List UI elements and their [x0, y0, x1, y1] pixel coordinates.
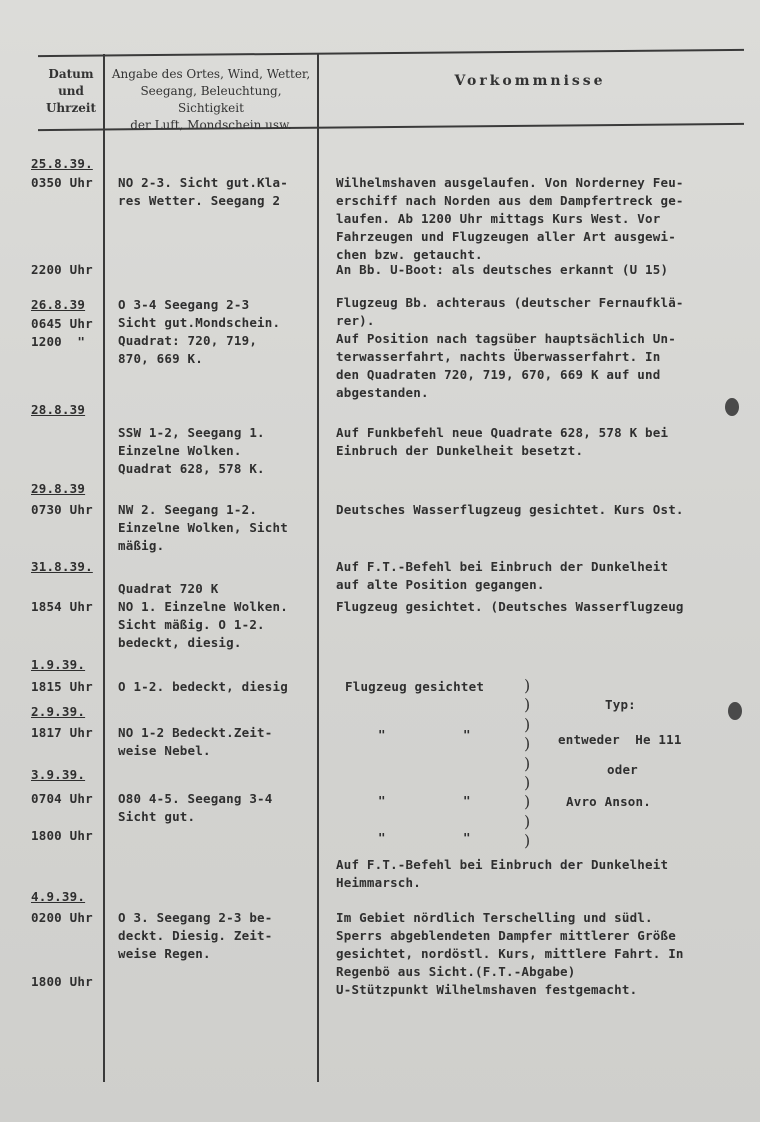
entry-time: 0645 Uhr	[31, 316, 93, 331]
entry-date: 29.8.39	[31, 481, 86, 496]
entry-date: 4.9.39.	[31, 889, 86, 904]
header-place-col: Angabe des Ortes, Wind, Wetter, Seegang, Beleuchtung, Sichtigkeit der Luft, Mondschein usw.	[111, 67, 311, 132]
header-events-col: Vorkommnisse	[454, 73, 606, 89]
aircraft-type-line2: oder	[607, 762, 638, 777]
entry-place: Quadrat 720 K NO 1. Einzelne Wolken. Sicht mäßig. O 1-2. bedeckt, diesig.	[118, 581, 288, 650]
entry-place: NO 1-2 Bedeckt.Zeit- weise Nebel.	[118, 725, 273, 758]
entry-time: 1817 Uhr	[31, 725, 93, 740]
entry-time: 1800 Uhr	[31, 828, 93, 843]
entry-place: O80 4-5. Seegang 3-4 Sicht gut.	[118, 791, 273, 824]
entry-events: An Bb. U-Boot: als deutsches erkannt (U 15)	[336, 262, 669, 277]
aircraft-type-label: Typ:	[605, 697, 636, 712]
entry-time: 1815 Uhr	[31, 679, 93, 694]
entry-date: 31.8.39.	[31, 559, 93, 574]
entry-events: Flugzeug Bb. achteraus (deutscher Fernaufklä- rer). Auf Position nach tagsüber hauptsächlich Un- terwasserfahrt, nachts Überwasserfahrt. In den Quadraten 720, 719, 670, 669 K auf und abgestanden.	[336, 295, 684, 400]
aircraft-type-line3: Avro Anson.	[566, 794, 651, 809]
entry-time: 2200 Uhr	[31, 262, 93, 277]
entry-time: 0350 Uhr	[31, 175, 93, 190]
entry-date: 28.8.39	[31, 402, 86, 417]
entry-place: O 3-4 Seegang 2-3 Sicht gut.Mondschein. Quadrat: 720, 719, 870, 669 K.	[118, 297, 281, 366]
entry-events: Flugzeug gesichtet. (Deutsches Wasserflugzeug	[336, 599, 684, 614]
entry-events: Wilhelmshaven ausgelaufen. Von Norderney Feu- erschiff nach Norden aus dem Dampfertreck ge- laufen. Ab 1200 Uhr mittags Kurs West. Vor Fahrzeugen und Flugzeugen aller Art ausgewi- chen bzw. getaucht.	[336, 175, 684, 262]
col-divider-2	[317, 54, 319, 1082]
entry-place: SSW 1-2, Seegang 1. Einzelne Wolken. Quadrat 628, 578 K.	[118, 425, 265, 476]
entry-date: 2.9.39.	[31, 704, 86, 719]
entry-events: Flugzeug gesichtet	[345, 679, 485, 694]
entry-events: Im Gebiet nördlich Terschelling und südl. Sperrs abgeblendeten Dampfer mittlerer Größe gesichtet, nordöstl. Kurs, mittlere Fahrt. In Regenbö aus Sicht.(F.T.-Abgabe) U-Stützpunkt Wilhelmshaven festgemacht.	[336, 910, 684, 997]
ink-blot	[725, 398, 739, 416]
entry-place: NW 2. Seegang 1-2. Einzelne Wolken, Sicht mäßig.	[118, 502, 288, 553]
entry-time: 1800 Uhr	[31, 974, 93, 989]
entry-events: Auf Funkbefehl neue Quadrate 628, 578 K bei Einbruch der Dunkelheit besetzt.	[336, 425, 669, 458]
entry-time: 0704 Uhr	[31, 791, 93, 806]
entry-events: Auf F.T.-Befehl bei Einbruch der Dunkelheit auf alte Position gegangen.	[336, 559, 669, 592]
entry-time: 1200 "	[31, 334, 86, 349]
entry-place: NO 2-3. Sicht gut.Kla- res Wetter. Seegang 2	[118, 175, 288, 208]
entry-place: O 3. Seegang 2-3 be- deckt. Diesig. Zeit- weise Regen.	[118, 910, 273, 961]
ditto-marks: " "	[378, 727, 471, 742]
aircraft-type-line1: entweder He 111	[558, 732, 682, 747]
entry-date: 25.8.39.	[31, 156, 93, 171]
entry-time: 0730 Uhr	[31, 502, 93, 517]
ink-blot	[728, 702, 742, 720]
entry-events: Auf F.T.-Befehl bei Einbruch der Dunkelheit Heimmarsch.	[336, 857, 669, 890]
entry-date: 1.9.39.	[31, 657, 86, 672]
brace: ) ) ) ) ) ) ) ) )	[524, 676, 531, 851]
ditto-marks: " "	[378, 830, 471, 845]
entry-date: 3.9.39.	[31, 767, 86, 782]
header-date-col: Datum und Uhrzeit	[45, 67, 97, 115]
entry-time: 0200 Uhr	[31, 910, 93, 925]
col-divider-1	[103, 54, 105, 1082]
ditto-marks: " "	[378, 793, 471, 808]
entry-date: 26.8.39	[31, 297, 86, 312]
top-rule	[38, 49, 744, 57]
entry-time: 1854 Uhr	[31, 599, 93, 614]
entry-place: O 1-2. bedeckt, diesig	[118, 679, 288, 694]
entry-events: Deutsches Wasserflugzeug gesichtet. Kurs Ost.	[336, 502, 684, 517]
